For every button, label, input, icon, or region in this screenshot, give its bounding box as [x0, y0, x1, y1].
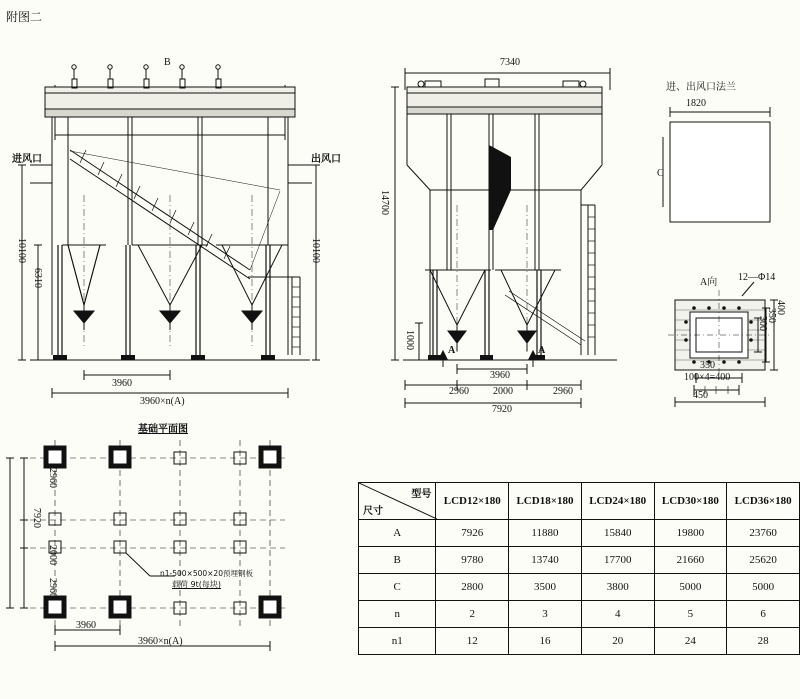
detail-view-title: A向	[700, 277, 718, 288]
row-label-c: C	[359, 574, 436, 601]
cell-b-0: 9780	[436, 547, 509, 574]
detail-holes-note: 12—Φ14	[738, 272, 776, 283]
cell-b-4: 25620	[727, 547, 800, 574]
cell-b-2: 17700	[581, 547, 654, 574]
cell-a-2: 15840	[581, 520, 654, 547]
foundation-note-2: 载荷 9t(每块)	[172, 580, 222, 589]
cell-c-3: 5000	[654, 574, 727, 601]
col-header-4: LCD36×180	[727, 483, 800, 520]
cell-a-0: 7926	[436, 520, 509, 547]
flange-height-label: C	[657, 168, 664, 179]
right-height: 10100	[310, 238, 321, 263]
col-header-3: LCD30×180	[654, 483, 727, 520]
detail-dim-bottom-1: 350	[700, 360, 715, 371]
mid-top-dim: 7340	[500, 57, 520, 68]
flange-view	[645, 92, 790, 232]
cell-n-1: 3	[509, 601, 582, 628]
left-bottom-dim-1: 3960	[112, 378, 132, 389]
cell-n-2: 4	[581, 601, 654, 628]
section-marker-a-right: A	[538, 345, 546, 356]
cell-a-4: 23760	[727, 520, 800, 547]
flange-view-title: 进、出风口法兰	[666, 82, 736, 93]
detail-dim-right-2: 350	[766, 308, 777, 323]
row-label-a: A	[359, 520, 436, 547]
foundation-view-title: 基础平面图	[138, 424, 188, 435]
foundation-note-1: n1-500×500×20预埋钢板	[160, 569, 253, 578]
cell-n-0: 2	[436, 601, 509, 628]
cell-b-3: 21660	[654, 547, 727, 574]
col-header-2: LCD24×180	[581, 483, 654, 520]
table-row	[359, 628, 800, 655]
foundation-dim-h-total: 3960×n(A)	[138, 636, 183, 647]
cell-n-4: 6	[727, 601, 800, 628]
cell-n1-2: 20	[581, 628, 654, 655]
foundation-dim-h-1: 3960	[76, 620, 96, 631]
section-marker-a-left: A	[448, 345, 456, 356]
mid-total-dim: 7920	[492, 404, 512, 415]
cell-c-4: 5000	[727, 574, 800, 601]
page-title: 附图二	[6, 10, 43, 24]
cell-n1-1: 16	[509, 628, 582, 655]
detail-dim-right-1: 400	[775, 300, 786, 315]
mid-dim-center: 2000	[493, 386, 513, 397]
table-header-row	[359, 483, 800, 520]
table-row	[359, 520, 800, 547]
detail-dim-bottom-3: 450	[693, 390, 708, 401]
cell-c-1: 3500	[509, 574, 582, 601]
row-label-b: B	[359, 547, 436, 574]
table-row	[359, 574, 800, 601]
mid-dim-left: 2960	[449, 386, 469, 397]
cell-n1-3: 24	[654, 628, 727, 655]
cell-a-3: 19800	[654, 520, 727, 547]
corner-row-label: 尺寸	[363, 506, 383, 517]
left-bottom-dim-2: 3960×n(A)	[140, 396, 185, 407]
left-view-top-dim: B	[164, 57, 171, 68]
col-header-1: LCD18×180	[509, 483, 582, 520]
cell-n1-0: 12	[436, 628, 509, 655]
table-row	[359, 601, 800, 628]
inlet-label: 进风口	[12, 154, 42, 165]
table-corner-cell	[359, 483, 436, 520]
foundation-dim-v-2: 2000	[47, 545, 58, 565]
row-label-n: n	[359, 601, 436, 628]
mid-leg-height: 1000	[404, 330, 415, 350]
table-row	[359, 547, 800, 574]
flange-width-dim: 1820	[686, 98, 706, 109]
corner-col-label: 型号	[411, 489, 432, 500]
cell-c-2: 3800	[581, 574, 654, 601]
foundation-dim-v-total: 7920	[31, 508, 42, 528]
detail-dim-right-3: 300	[757, 316, 768, 331]
cell-b-1: 13740	[509, 547, 582, 574]
spec-table	[358, 482, 800, 655]
cell-n1-4: 28	[727, 628, 800, 655]
foundation-dim-v-1: 2960	[47, 468, 58, 488]
cell-n-3: 5	[654, 601, 727, 628]
row-label-n1: n1	[359, 628, 436, 655]
middle-section-view	[385, 55, 645, 425]
spec-table-container	[358, 482, 800, 655]
mid-height: 14700	[379, 190, 390, 215]
left-elevation-view	[0, 55, 340, 405]
foundation-dim-v-3: 2960	[47, 578, 58, 598]
left-height-2: 6310	[32, 268, 43, 288]
left-height-1: 10100	[16, 238, 27, 263]
detail-dim-bottom-2: 100×4=400	[684, 372, 731, 383]
mid-dim-center-top: 3960	[490, 370, 510, 381]
outlet-label: 出风口	[311, 154, 341, 165]
mid-dim-right: 2960	[553, 386, 573, 397]
cell-a-1: 11880	[509, 520, 582, 547]
col-header-0: LCD12×180	[436, 483, 509, 520]
cell-c-0: 2800	[436, 574, 509, 601]
